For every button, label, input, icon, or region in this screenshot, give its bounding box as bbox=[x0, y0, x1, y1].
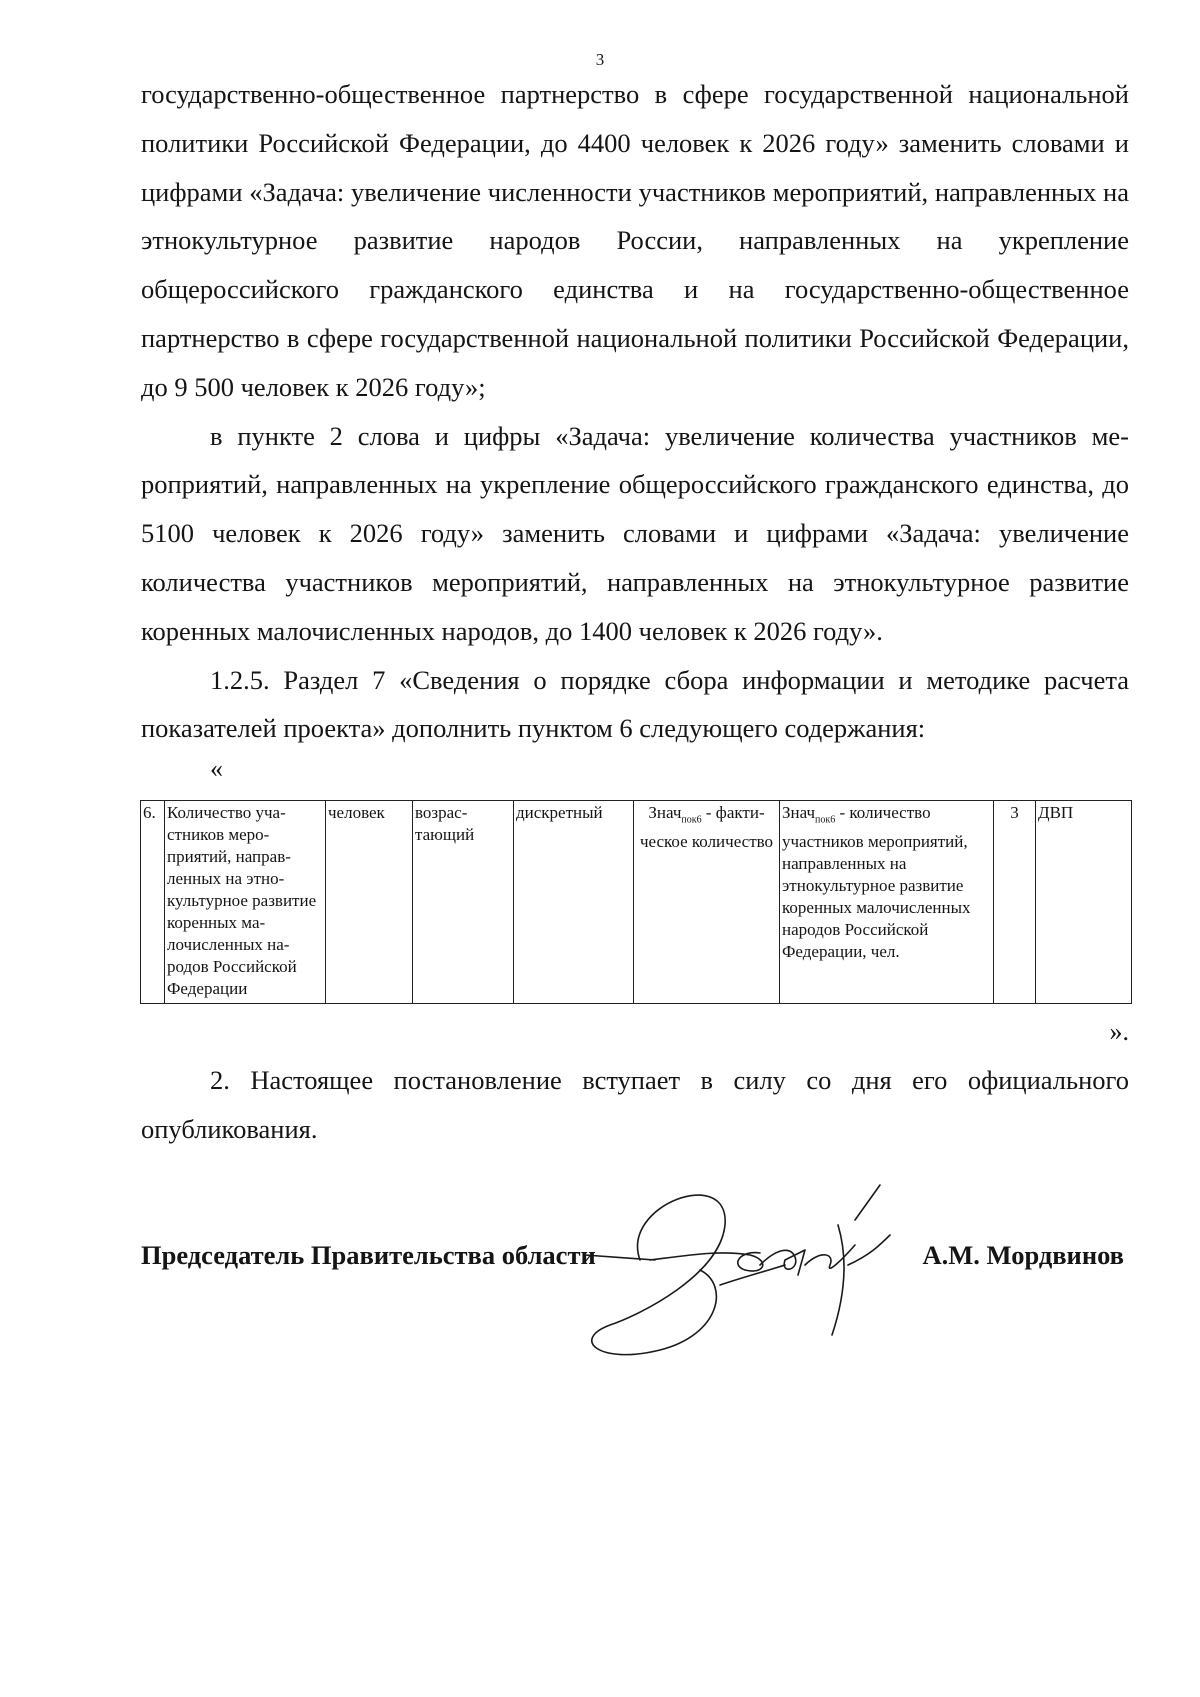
signature-name: А.М. Мордвинов bbox=[922, 1240, 1124, 1270]
main-text bbox=[141, 70, 1129, 753]
open-quote: « bbox=[210, 754, 223, 783]
cell-indicator-name: Количество участников мероприятий, направленных на этнокультурное развитие коренных малочисленных народов Российской Федерации bbox=[165, 801, 326, 1004]
formula-main: Знач bbox=[648, 803, 682, 822]
paragraph-2: в пункте 2 слова и цифры «Задача: увеличение количества участников мероприятий, направленных на укрепление общероссийского гражданского единства, до 5100 человек к 2026 году» заменить словами и цифрами «Задача: увеличение количества участников мероприятий, направленных на этнокультурное развитие коренных малочисленных народов, до 1400 человек к 2026 году». bbox=[141, 420, 1129, 646]
cell-unit: человек bbox=[326, 801, 413, 1004]
paragraph-1: государственно-общественное партнерство в сфере государственной национальной политики Российской Федерации, до 4400 человек к 2026 году» заменить словами и цифрами «Задача: увеличение численности участников мероприятий, направленных на этнокультурное развитие народов России, направленных на укрепление общероссийского гражданского единства и на государственно-общественное партнерство в сфере государственной национальной политики Российской Федерации, до 9 500 человек к 2026 году»; bbox=[141, 79, 1129, 402]
var-main: Знач bbox=[782, 803, 816, 822]
formula-desc: - фактическое количество bbox=[639, 803, 774, 852]
cell-number: 6. bbox=[141, 801, 165, 1004]
cell-variables bbox=[780, 801, 994, 1004]
cell-responsible: ДВП bbox=[1036, 801, 1132, 1004]
cell-source-code: 3 bbox=[994, 801, 1036, 1004]
final-text bbox=[141, 1056, 1129, 1154]
cell-dynamics: возрастающий bbox=[413, 801, 514, 1004]
handwritten-signature bbox=[580, 1165, 930, 1365]
page-number: 3 bbox=[595, 50, 605, 69]
var-sub: пок6 bbox=[815, 814, 836, 826]
var-desc: - количество участников мероприятий, направленных на этнокультурное развитие коренных малочисленных народов Российской Федерации, чел. bbox=[782, 803, 971, 962]
paragraph-3: 1.2.5. Раздел 7 «Сведения о порядке сбора информации и методике расчета показателей проекта» дополнить пунктом 6 следующего содержания: bbox=[141, 664, 1129, 744]
indicator-table bbox=[140, 800, 1132, 1004]
close-quote: ». bbox=[1109, 1017, 1129, 1046]
table-row bbox=[141, 801, 1132, 1004]
final-paragraph: 2. Настоящее постановление вступает в силу со дня его официального опубликования. bbox=[141, 1065, 1129, 1144]
formula-sub: пок6 bbox=[681, 814, 702, 826]
cell-formula bbox=[634, 801, 780, 1004]
cell-type: дискретный bbox=[514, 801, 634, 1004]
signature-title: Председатель Правительства области bbox=[141, 1240, 596, 1270]
